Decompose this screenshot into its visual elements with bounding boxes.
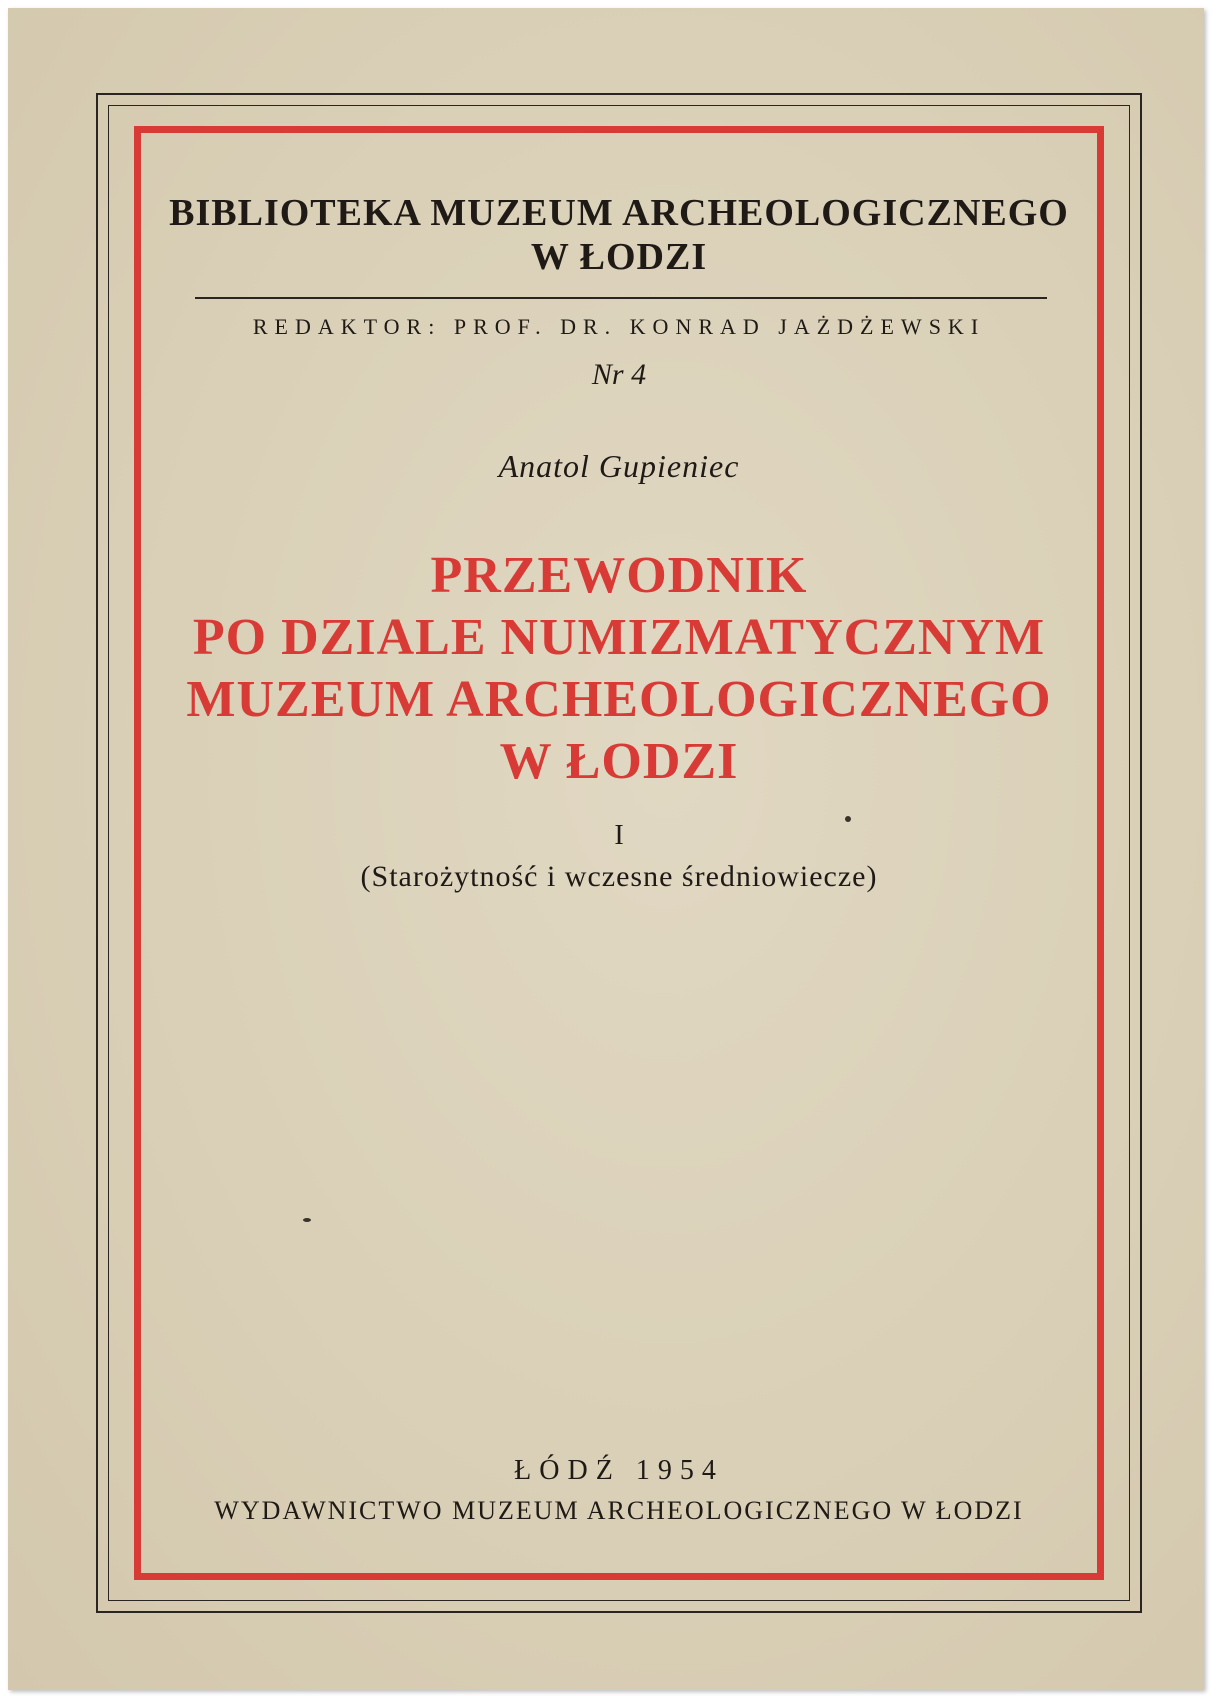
book-title-line-4: W ŁODZI [499, 733, 739, 790]
red-frame [134, 126, 1104, 1580]
paper-speck [845, 816, 851, 822]
place-and-year: ŁÓDŹ 1954 [514, 1455, 724, 1486]
book-title-line-3: MUZEUM ARCHEOLOGICZNEGO [186, 671, 1052, 728]
book-title-line-1: PRZEWODNIK [430, 547, 808, 604]
header-divider [195, 297, 1047, 299]
volume-subtitle: (Starożytność i wczesne średniowiecze) [360, 860, 878, 893]
series-title-line-1: BIBLIOTEKA MUZEUM ARCHEOLOGICZNEGO [169, 192, 1069, 234]
series-number: Nr 4 [591, 358, 647, 391]
volume-number: I [614, 820, 624, 851]
author-name: Anatol Gupieniec [498, 448, 740, 484]
paper-speck [303, 1218, 311, 1222]
book-title-line-2: PO DZIALE NUMIZMATYCZNYM [192, 609, 1046, 666]
publisher: WYDAWNICTWO MUZEUM ARCHEOLOGICZNEGO W ŁODZI [214, 1496, 1024, 1525]
series-title-line-2: W ŁODZI [530, 236, 708, 278]
editor-line: REDAKTOR: PROF. DR. KONRAD JAŻDŻEWSKI [252, 314, 986, 339]
book-cover [8, 8, 1204, 1690]
